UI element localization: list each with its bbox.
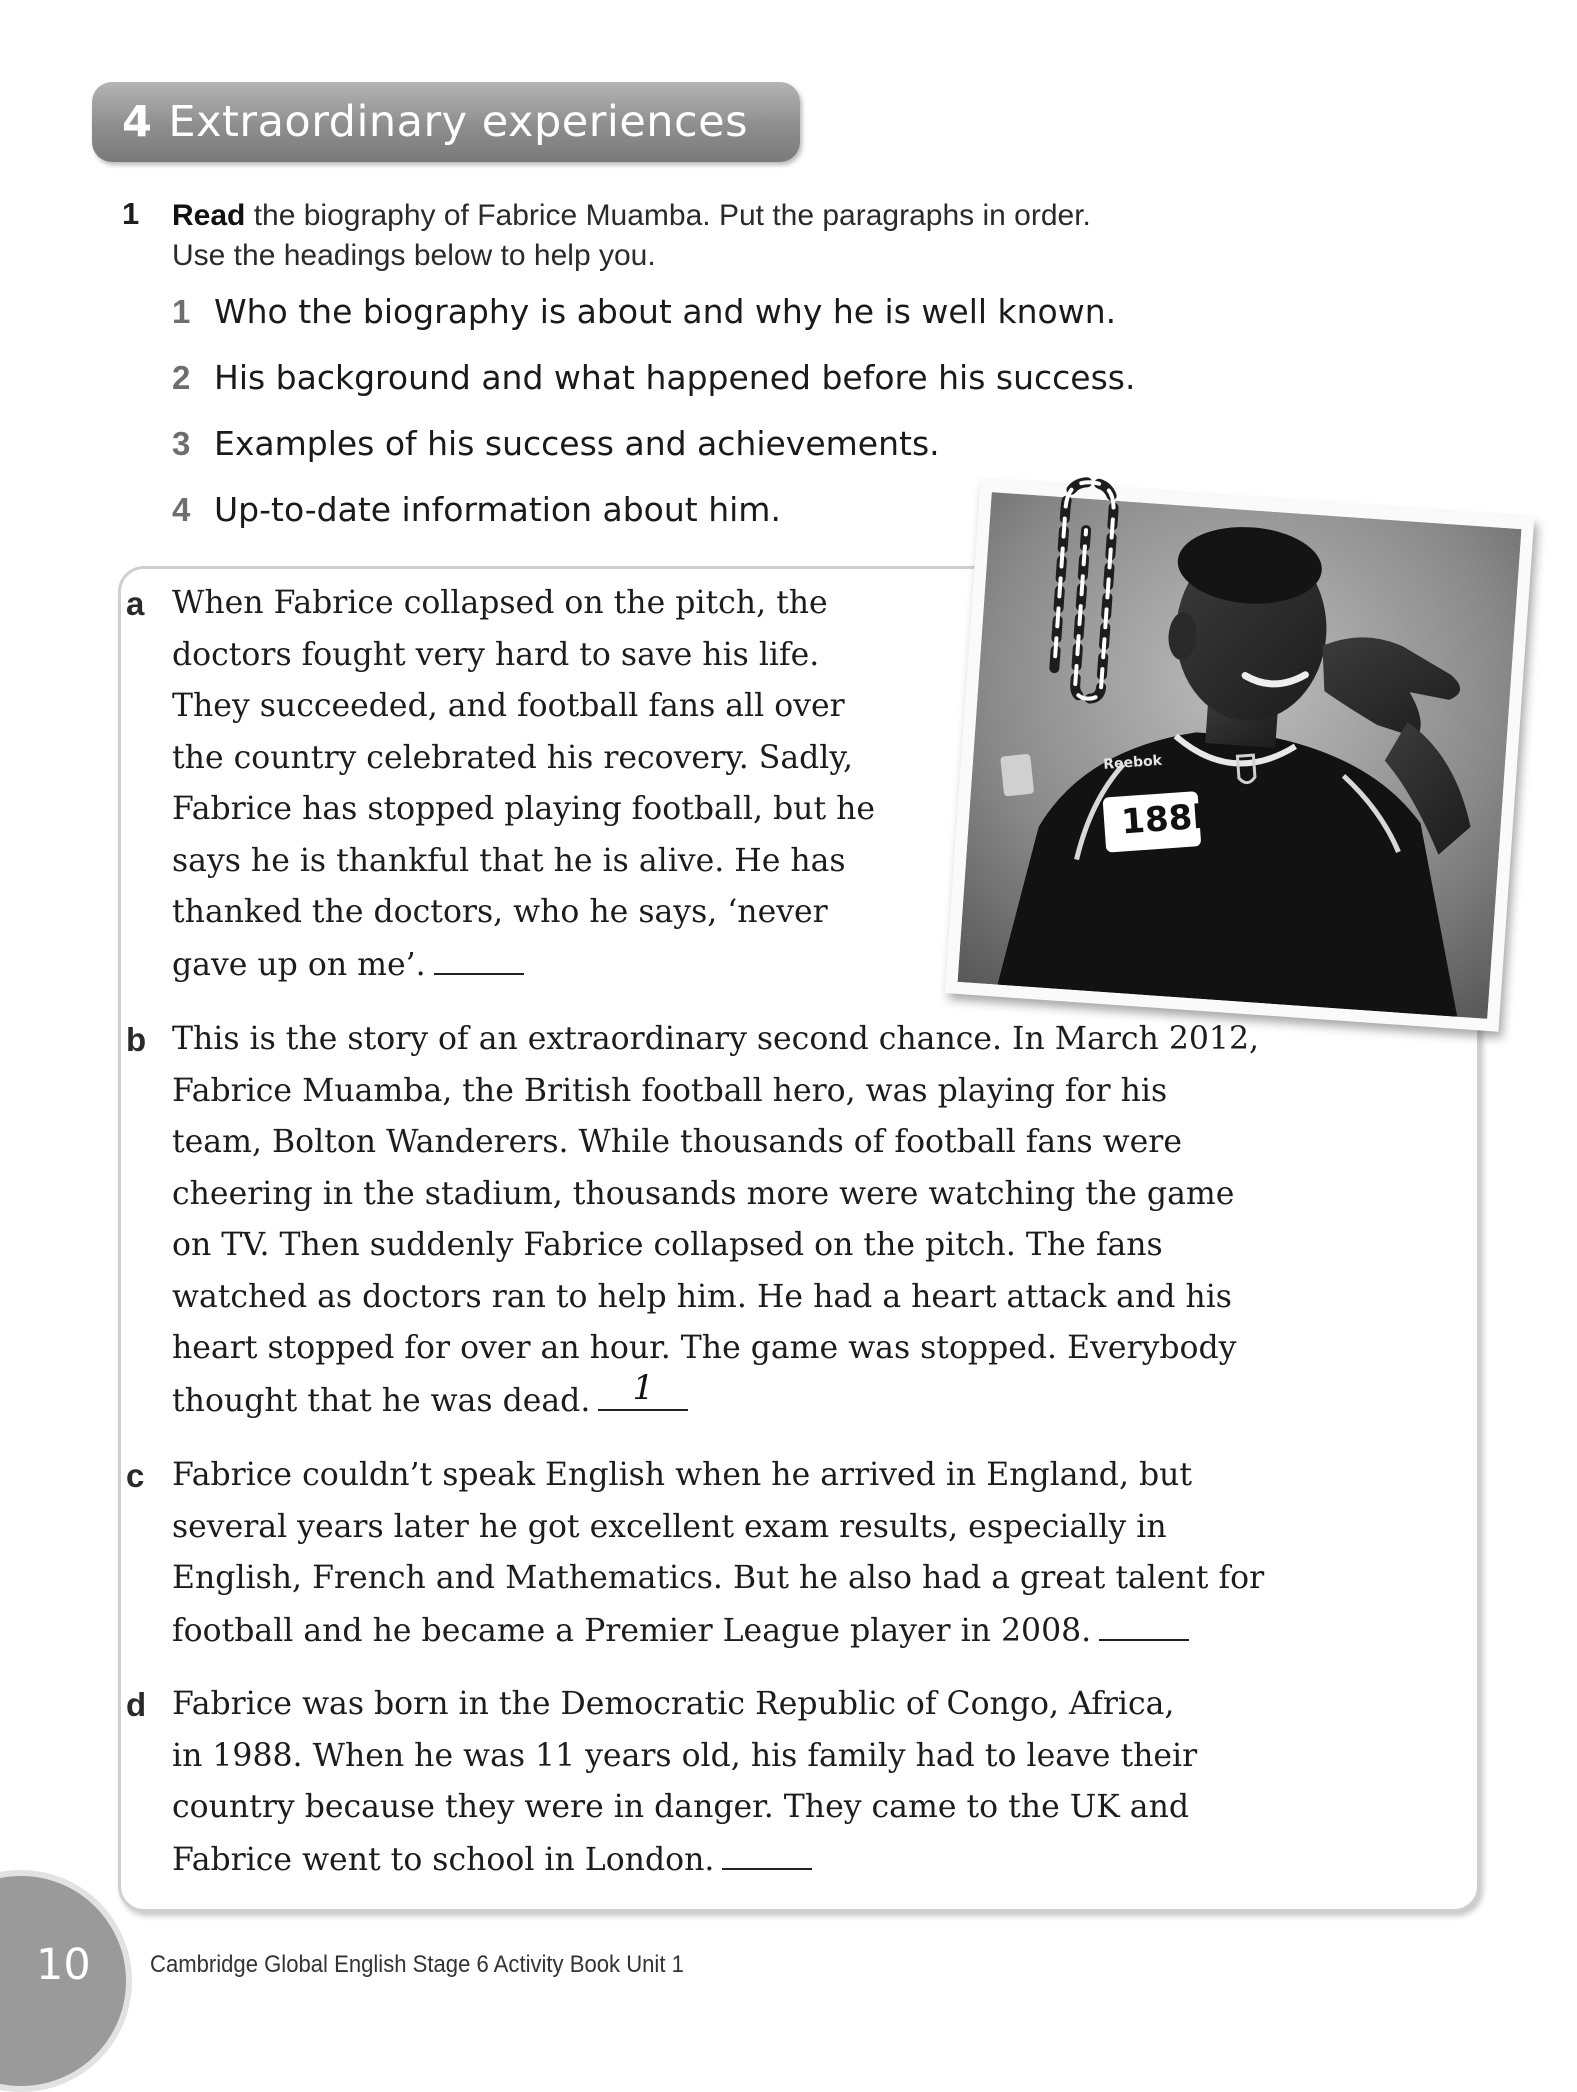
paragraph-d <box>126 1679 1198 1886</box>
paragraph-letter: c <box>126 1457 145 1494</box>
paragraph-line: Fabrice was born in the Democratic Republic of Congo, Africa, <box>172 1686 1175 1722</box>
photo-sponsor-text: 188BET <box>1119 792 1266 843</box>
paragraph-b <box>126 1014 1260 1427</box>
paragraph-line: They succeeded, and football fans all over <box>172 688 845 724</box>
answer-blank-c[interactable] <box>1099 1605 1189 1641</box>
unit-title: Extraordinary experiences <box>168 97 749 147</box>
heading-number: 3 <box>172 425 191 462</box>
paragraph-line: When Fabrice collapsed on the pitch, the <box>172 585 828 621</box>
instruction-line-2: Use the headings below to help you. <box>172 239 656 272</box>
book-title-footer: Cambridge Global English Stage 6 Activity Book Unit 1 <box>150 1951 684 1978</box>
answer-blank-d[interactable] <box>722 1834 812 1870</box>
heading-number: 4 <box>172 491 191 528</box>
exercise-number: 1 <box>122 196 140 231</box>
heading-text: Up-to-date information about him. <box>214 490 781 529</box>
paragraph-letter: d <box>126 1686 147 1723</box>
paragraph-line: thought that he was dead. <box>172 1382 591 1419</box>
instruction-verb: Read <box>172 199 246 232</box>
player-photo <box>945 479 1535 1031</box>
heading-number: 2 <box>172 359 191 396</box>
answer-b: 1 <box>632 1367 655 1408</box>
heading-number: 1 <box>172 293 191 330</box>
paragraph-line: heart stopped for over an hour. The game was stopped. Everybody <box>172 1330 1237 1366</box>
unit-number: 4 <box>122 97 153 147</box>
heading-item <box>172 358 1136 424</box>
paragraph-line: on TV. Then suddenly Fabrice collapsed on the pitch. The fans <box>172 1227 1163 1263</box>
paragraph-line: Fabrice Muamba, the British football hero, was playing for his <box>172 1072 1168 1109</box>
paragraph-line: Fabrice couldn’t speak English when he arrived in England, but <box>172 1457 1193 1493</box>
paragraph-line: football and he became a Premier League player in 2008. <box>172 1612 1092 1649</box>
paragraph-line: doctors fought very hard to save his life. <box>172 636 820 673</box>
heading-item <box>172 292 1136 358</box>
photo-brand-text: Reebok <box>1102 752 1163 773</box>
paragraph-line: team, Bolton Wanderers. While thousands of football fans were <box>172 1124 1182 1160</box>
paragraph-line: thanked the doctors, who he says, ‘never <box>172 894 828 930</box>
paragraph-line: Fabrice has stopped playing football, but he <box>172 791 876 827</box>
heading-text: Who the biography is about and why he is well known. <box>214 292 1117 331</box>
paragraph-line: several years later he got excellent exam results, especially in <box>172 1508 1167 1545</box>
unit-title-banner <box>92 82 800 162</box>
paragraph-c <box>126 1450 1265 1657</box>
exercise-instruction <box>172 196 1292 276</box>
heading-text: Examples of his success and achievements. <box>214 424 940 463</box>
answer-blank-b[interactable] <box>598 1367 688 1411</box>
paragraph-line: the country celebrated his recovery. Sadly, <box>172 739 853 776</box>
paragraph-letter: a <box>126 585 145 622</box>
paragraph-line: cheering in the stadium, thousands more were watching the game <box>172 1175 1235 1212</box>
answer-blank-a[interactable] <box>434 939 524 975</box>
paragraph-line: gave up on me’. <box>172 946 426 983</box>
paragraph-line: watched as doctors ran to help him. He had a heart attack and his <box>172 1278 1232 1315</box>
paragraph-line: country because they were in danger. They came to the UK and <box>172 1789 1190 1825</box>
paragraph-line: says he is thankful that he is alive. He has <box>172 842 846 879</box>
paragraph-line: in 1988. When he was 11 years old, his family had to leave their <box>172 1737 1198 1774</box>
paragraph-a <box>126 578 876 991</box>
heading-text: His background and what happened before his success. <box>214 358 1136 397</box>
paperclip-icon <box>1032 467 1134 708</box>
paragraph-line: Fabrice went to school in London. <box>172 1841 715 1878</box>
paragraph-line: English, French and Mathematics. But he also had a great talent for <box>172 1560 1265 1596</box>
page-number: 10 <box>36 1940 91 1990</box>
paragraph-line: This is the story of an extraordinary second chance. In March 2012, <box>172 1021 1260 1057</box>
instruction-line-1: the biography of Fabrice Muamba. Put the paragraphs in order. <box>253 199 1091 232</box>
paragraph-letter: b <box>126 1021 147 1058</box>
